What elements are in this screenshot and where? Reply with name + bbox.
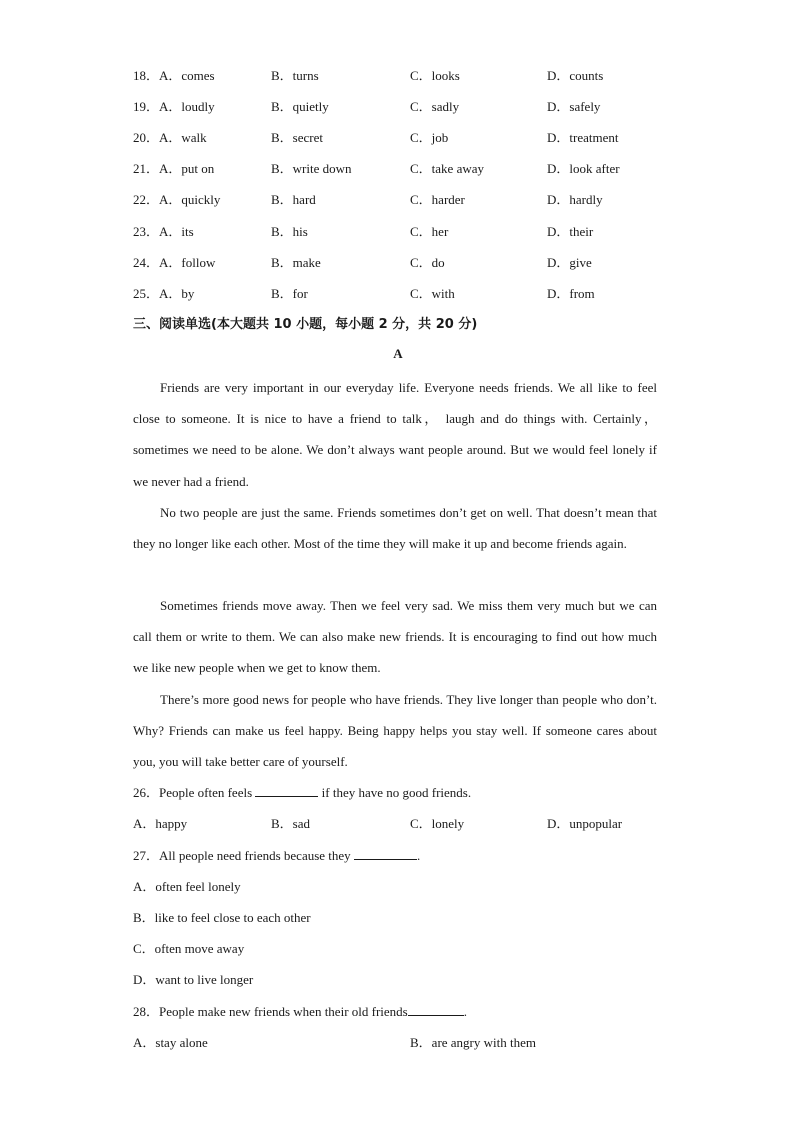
passage-title: A — [393, 346, 403, 361]
answer-blank — [255, 784, 318, 797]
question-row-20 — [133, 128, 663, 148]
option-d: D．hardly — [547, 192, 603, 207]
option-c: C．take away — [410, 161, 485, 176]
option-b: B．make — [271, 255, 321, 270]
option-a: 25．A．by — [133, 286, 195, 301]
answer-blank — [408, 1003, 464, 1016]
question-row-22 — [133, 190, 663, 210]
option-b: B．are angry with them — [410, 1035, 536, 1050]
question-row-25 — [133, 284, 663, 304]
option-b: B．his — [271, 224, 308, 239]
question-27-option-c: C．often move away — [133, 941, 245, 956]
question-26-options — [133, 814, 663, 834]
option-c: C．harder — [410, 192, 465, 207]
option-c: C．lonely — [410, 816, 465, 831]
passage-paragraph-4: There’s more good news for people who have friends. They live longer than people who don’t. Why? Friends can make us feel happy. Being happy helps you stay well. If someone cares about you, you will take better care of yourself. — [133, 692, 657, 770]
section-title: 三、阅读单选(本大题共 10 小题，每小题 2 分，共 20 分) — [133, 317, 478, 332]
option-b: B．secret — [271, 130, 323, 145]
option-a: 19．A．loudly — [133, 99, 215, 114]
option-d: D．from — [547, 286, 595, 301]
option-a: 23．A．its — [133, 224, 194, 239]
option-c: C．do — [410, 255, 445, 270]
option-c: C．job — [410, 130, 449, 145]
question-27-option-a: A．often feel lonely — [133, 879, 241, 894]
question-27-option-b: B．like to feel close to each other — [133, 910, 311, 925]
option-b: B．turns — [271, 68, 319, 83]
option-d: D．look after — [547, 161, 620, 176]
option-d: D．unpopular — [547, 816, 623, 831]
option-b: B．hard — [271, 192, 316, 207]
question-row-18 — [133, 66, 663, 86]
question-26-stem: 26．People often feels if they have no good friends. — [133, 785, 472, 800]
option-a: 22．A．quickly — [133, 192, 221, 207]
answer-blank — [354, 847, 417, 860]
option-c: C．sadly — [410, 99, 460, 114]
option-c: C．with — [410, 286, 455, 301]
passage-paragraph-1: Friends are very important in our everyday life. Everyone needs friends. We all like to feel close to someone. It is nice to have a friend to talk， laugh and do things with. Certainly， sometimes we need to be alone. We don’t always want people around. But we would feel lonely if we never had a friend. — [133, 380, 657, 489]
question-28-options — [133, 1033, 663, 1053]
option-b: B．for — [271, 286, 308, 301]
option-d: D．give — [547, 255, 592, 270]
option-a: 20．A．walk — [133, 130, 207, 145]
option-c: C．looks — [410, 68, 460, 83]
question-27-option-d: D．want to live longer — [133, 972, 254, 987]
question-row-23 — [133, 222, 663, 242]
option-b: B．write down — [271, 161, 352, 176]
question-row-24 — [133, 253, 663, 273]
question-row-21 — [133, 159, 663, 179]
option-d: D．treatment — [547, 130, 619, 145]
option-a: A．happy — [133, 816, 188, 831]
option-a: 18．A．comes — [133, 68, 215, 83]
option-d: D．counts — [547, 68, 604, 83]
option-d: D．their — [547, 224, 594, 239]
option-a: 21．A．put on — [133, 161, 215, 176]
option-a: 24．A．follow — [133, 255, 216, 270]
option-a: A．stay alone — [133, 1035, 208, 1050]
question-28-stem: 28．People make new friends when their old friends . — [133, 1004, 467, 1019]
passage-paragraph-3: Sometimes friends move away. Then we feel very sad. We miss them very much but we can call them or write to them. We can also make new friends. It is encouraging to find out how much we like new people when we get to know them. — [133, 598, 657, 676]
option-b: B．sad — [271, 816, 311, 831]
question-27-stem: 27．All people need friends because they . — [133, 848, 421, 863]
option-c: C．her — [410, 224, 449, 239]
question-row-19 — [133, 97, 663, 117]
passage-paragraph-2: No two people are just the same. Friends sometimes don’t get on well. That doesn’t mean that they no longer like each other. Most of the time they will make it up and become friends again. — [133, 505, 657, 552]
option-d: D．safely — [547, 99, 601, 114]
option-b: B．quietly — [271, 99, 329, 114]
